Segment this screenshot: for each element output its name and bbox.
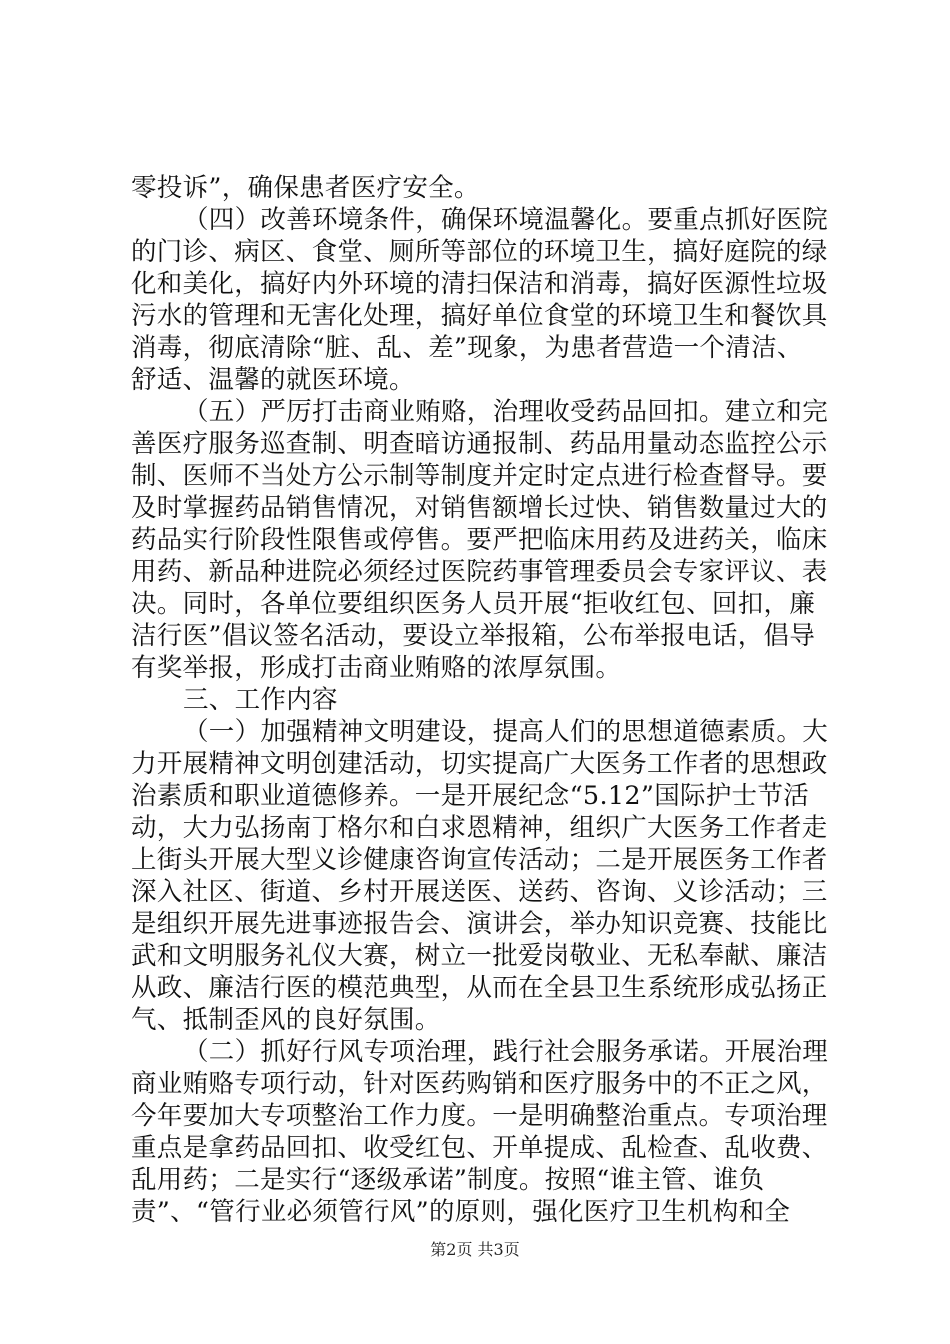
paragraph-line: （二）抓好行风专项治理，践行社会服务承诺。开展治理 xyxy=(183,1037,829,1067)
paragraph-line: 今年要加大专项整治工作力度。一是明确整治重点。专项治理 xyxy=(131,1101,828,1131)
paragraph-line: 及时掌握药品销售情况，对销售额增长过快、销售数量过大的 xyxy=(131,493,828,523)
paragraph-line: 善医疗服务巡查制、明查暗访通报制、药品用量动态监控公示 xyxy=(131,429,828,459)
paragraph-line: 用药、新品种进院必须经过医院药事管理委员会专家评议、表 xyxy=(131,557,828,587)
paragraph-line: （四）改善环境条件，确保环境温馨化。要重点抓好医院 xyxy=(183,205,829,235)
paragraph-line: 力开展精神文明创建活动，切实提高广大医务工作者的思想政 xyxy=(131,749,828,779)
paragraph-line: 洁行医”倡议签名活动，要设立举报箱，公布举报电话，倡导 xyxy=(131,621,816,651)
paragraph-line: 武和文明服务礼仪大赛，树立一批爱岗敬业、无私奉献、廉洁 xyxy=(131,941,828,971)
section-heading: 三、工作内容 xyxy=(183,685,338,715)
paragraph-line: 商业贿赂专项行动，针对医药购销和医疗服务中的不正之风， xyxy=(131,1069,828,1099)
paragraph-line: 治素质和职业道德修养。一是开展纪念“5.12”国际护士节活 xyxy=(131,781,810,811)
paragraph-line: 重点是拿药品回扣、收受红包、开单提成、乱检查、乱收费、 xyxy=(131,1133,828,1163)
paragraph-line: 是组织开展先进事迹报告会、演讲会，举办知识竞赛、技能比 xyxy=(131,909,828,939)
paragraph-line: 从政、廉洁行医的模范典型，从而在全县卫生系统形成弘扬正 xyxy=(131,973,828,1003)
paragraph-line: 动，大力弘扬南丁格尔和白求恩精神，组织广大医务工作者走 xyxy=(131,813,828,843)
paragraph-line: 决。同时，各单位要组织医务人员开展“拒收红包、回扣，廉 xyxy=(131,589,816,619)
paragraph-line: 消毒，彻底清除“脏、乱、差”现象，为患者营造一个清洁、 xyxy=(131,333,803,363)
paragraph-line: 化和美化，搞好内外环境的清扫保洁和消毒，搞好医源性垃圾 xyxy=(131,269,828,299)
paragraph-line: 零投诉”，确保患者医疗安全。 xyxy=(131,173,480,203)
paragraph-line: 责”、“管行业必须管行风”的原则，强化医疗卫生机构和全 xyxy=(131,1197,791,1227)
paragraph-line: 制、医师不当处方公示制等制度并定时定点进行检查督导。要 xyxy=(131,461,828,491)
paragraph-line: 上街头开展大型义诊健康咨询宣传活动；二是开展医务工作者 xyxy=(131,845,828,875)
paragraph-line: 乱用药；二是实行“逐级承诺”制度。按照“谁主管、谁负 xyxy=(131,1165,765,1195)
paragraph-line: （一）加强精神文明建设，提高人们的思想道德素质。大 xyxy=(183,717,829,747)
paragraph-line: 深入社区、街道、乡村开展送医、送药、咨询、义诊活动；三 xyxy=(131,877,828,907)
paragraph-line: 污水的管理和无害化处理，搞好单位食堂的环境卫生和餐饮具 xyxy=(131,301,828,331)
paragraph-line: 舒适、温馨的就医环境。 xyxy=(131,365,415,395)
paragraph-line: 的门诊、病区、食堂、厕所等部位的环境卫生，搞好庭院的绿 xyxy=(131,237,828,267)
paragraph-line: （五）严厉打击商业贿赂，治理收受药品回扣。建立和完 xyxy=(183,397,829,427)
paragraph-line: 气、抵制歪风的良好氛围。 xyxy=(131,1005,441,1035)
paragraph-line: 药品实行阶段性限售或停售。要严把临床用药及进药关，临床 xyxy=(131,525,828,555)
paragraph-line: 有奖举报，形成打击商业贿赂的浓厚氛围。 xyxy=(131,653,622,683)
page-number-footer: 第2页 共3页 xyxy=(430,1240,520,1259)
